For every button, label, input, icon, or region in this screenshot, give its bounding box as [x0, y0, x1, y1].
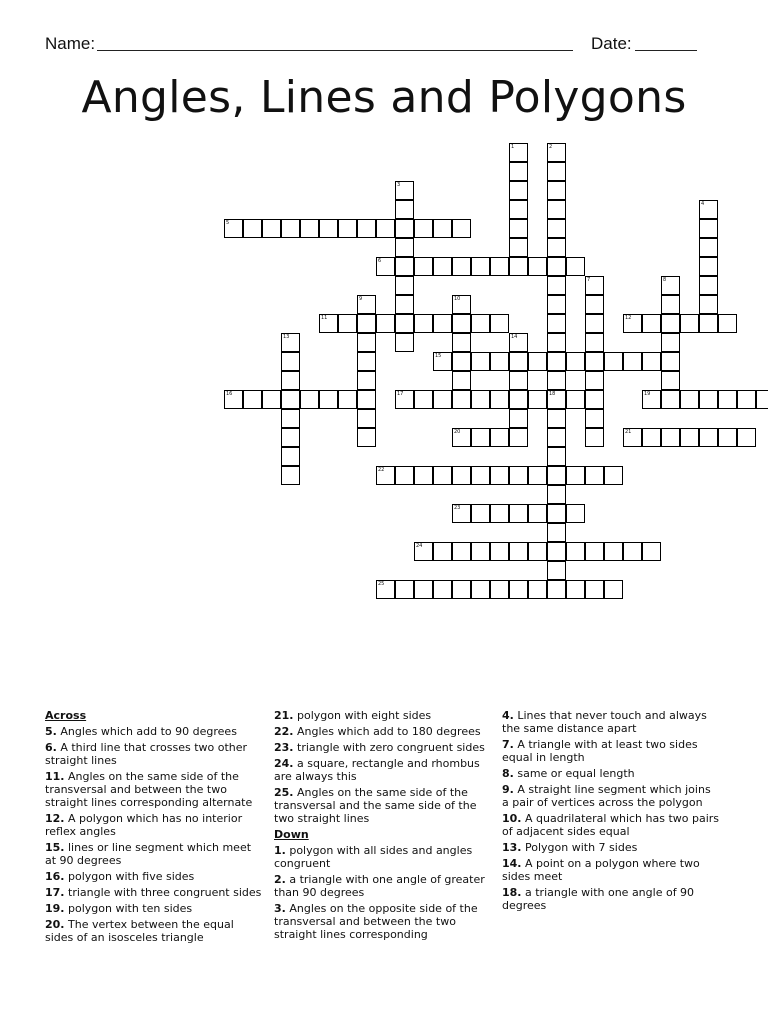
grid-cell[interactable] [585, 352, 604, 371]
grid-cell[interactable] [585, 428, 604, 447]
clue-column-3 [502, 709, 720, 915]
grid-cell[interactable] [262, 219, 281, 238]
grid-cell[interactable] [547, 333, 566, 352]
grid-cell[interactable] [699, 295, 718, 314]
grid-cell[interactable] [509, 200, 528, 219]
grid-cell[interactable] [490, 580, 509, 599]
grid-cell[interactable] [547, 428, 566, 447]
grid-cell[interactable] [566, 390, 585, 409]
grid-cell[interactable] [547, 485, 566, 504]
grid-cell[interactable] [661, 314, 680, 333]
grid-cell[interactable] [585, 542, 604, 561]
grid-cell[interactable] [699, 200, 718, 219]
grid-cell[interactable] [395, 295, 414, 314]
clue-across-20: 20. The vertex between the equal sides of an isosceles triangle [45, 918, 234, 944]
grid-cell[interactable] [224, 390, 243, 409]
grid-cell[interactable] [661, 333, 680, 352]
grid-cell[interactable] [395, 200, 414, 219]
grid-cell[interactable] [547, 542, 566, 561]
grid-cell[interactable] [357, 295, 376, 314]
grid-cell[interactable] [357, 409, 376, 428]
grid-cell[interactable] [737, 428, 756, 447]
grid-cell[interactable] [319, 314, 338, 333]
grid-cell[interactable] [623, 428, 642, 447]
grid-cell[interactable] [699, 238, 718, 257]
grid-cell[interactable] [395, 219, 414, 238]
grid-cell[interactable] [528, 257, 547, 276]
clue-across-17: 17. triangle with three congruent sides [45, 886, 262, 899]
page-title: Angles, Lines and Polygons [81, 72, 687, 123]
grid-cell[interactable] [281, 219, 300, 238]
grid-cell[interactable] [490, 314, 509, 333]
grid-cell[interactable] [471, 580, 490, 599]
grid-cell[interactable] [490, 257, 509, 276]
grid-cell[interactable] [395, 314, 414, 333]
grid-cell[interactable] [566, 504, 585, 523]
grid-cell[interactable] [262, 390, 281, 409]
grid-cell[interactable] [661, 352, 680, 371]
grid-cell[interactable] [281, 333, 300, 352]
grid-cell[interactable] [376, 314, 395, 333]
across-heading: Across [45, 709, 87, 722]
grid-cell[interactable] [566, 542, 585, 561]
grid-cell[interactable] [642, 352, 661, 371]
grid-cell[interactable] [452, 333, 471, 352]
grid-cell[interactable] [547, 523, 566, 542]
clue-down-8: 8. same or equal length [502, 767, 635, 780]
grid-cell[interactable] [547, 238, 566, 257]
grid-cell[interactable] [414, 580, 433, 599]
grid-cell[interactable] [357, 219, 376, 238]
clue-down-3: 3. Angles on the opposite side of the transversal and between the two straight lines corresponding [274, 902, 478, 941]
grid-cell[interactable] [528, 466, 547, 485]
clue-number: 20 [454, 429, 461, 435]
grid-cell[interactable] [585, 371, 604, 390]
grid-cell[interactable] [509, 580, 528, 599]
clue-number: 6 [378, 258, 382, 264]
grid-cell[interactable] [547, 504, 566, 523]
grid-cell[interactable] [509, 371, 528, 390]
grid-cell[interactable] [471, 428, 490, 447]
grid-cell[interactable] [509, 542, 528, 561]
grid-cell[interactable] [357, 314, 376, 333]
grid-cell[interactable] [547, 390, 566, 409]
grid-cell[interactable] [281, 390, 300, 409]
grid-cell[interactable] [395, 580, 414, 599]
grid-cell[interactable] [623, 352, 642, 371]
grid-cell[interactable] [300, 219, 319, 238]
down-heading: Down [274, 828, 309, 841]
grid-cell[interactable] [357, 428, 376, 447]
clue-column-2 [274, 709, 492, 944]
grid-cell[interactable] [357, 390, 376, 409]
grid-cell[interactable] [585, 295, 604, 314]
grid-cell[interactable] [471, 542, 490, 561]
grid-cell[interactable] [281, 447, 300, 466]
grid-cell[interactable] [509, 409, 528, 428]
grid-cell[interactable] [452, 314, 471, 333]
clue-number: 15 [435, 353, 442, 359]
clue-across-24: 24. a square, rectangle and rhombus are always this [274, 757, 480, 783]
clue-number: 17 [397, 391, 404, 397]
clue-number: 19 [644, 391, 651, 397]
grid-cell[interactable] [452, 219, 471, 238]
grid-cell[interactable] [661, 390, 680, 409]
grid-cell[interactable] [452, 371, 471, 390]
grid-cell[interactable] [680, 390, 699, 409]
grid-cell[interactable] [547, 371, 566, 390]
grid-cell[interactable] [585, 390, 604, 409]
clue-number: 16 [226, 391, 233, 397]
clue-down-2: 2. a triangle with one angle of greater than 90 degrees [274, 873, 485, 899]
grid-cell[interactable] [547, 219, 566, 238]
grid-cell[interactable] [433, 314, 452, 333]
grid-cell[interactable] [490, 390, 509, 409]
grid-cell[interactable] [547, 580, 566, 599]
grid-cell[interactable] [490, 466, 509, 485]
grid-cell[interactable] [357, 352, 376, 371]
clue-number: 5 [226, 220, 230, 226]
grid-cell[interactable] [509, 466, 528, 485]
grid-cell[interactable] [642, 314, 661, 333]
grid-cell[interactable] [718, 428, 737, 447]
grid-cell[interactable] [699, 276, 718, 295]
grid-cell[interactable] [452, 504, 471, 523]
grid-cell[interactable] [680, 428, 699, 447]
grid-cell[interactable] [718, 390, 737, 409]
clue-number: 21 [625, 429, 632, 435]
grid-cell[interactable] [604, 466, 623, 485]
clue-down-4: 4. Lines that never touch and always the same distance apart [502, 709, 707, 735]
grid-cell[interactable] [357, 333, 376, 352]
grid-cell[interactable] [642, 390, 661, 409]
grid-cell[interactable] [414, 542, 433, 561]
clue-across-12: 12. A polygon which has no interior reflex angles [45, 812, 243, 838]
grid-cell[interactable] [623, 314, 642, 333]
grid-cell[interactable] [490, 504, 509, 523]
grid-cell[interactable] [376, 219, 395, 238]
grid-cell[interactable] [509, 333, 528, 352]
grid-cell[interactable] [528, 542, 547, 561]
grid-cell[interactable] [281, 371, 300, 390]
clue-number: 7 [587, 277, 591, 283]
grid-cell[interactable] [395, 333, 414, 352]
grid-cell[interactable] [680, 314, 699, 333]
grid-cell[interactable] [471, 314, 490, 333]
grid-cell[interactable] [471, 257, 490, 276]
grid-cell[interactable] [452, 542, 471, 561]
grid-cell[interactable] [718, 314, 737, 333]
clue-down-18: 18. a triangle with one angle of 90 degrees [502, 886, 695, 912]
grid-cell[interactable] [661, 428, 680, 447]
grid-cell[interactable] [281, 409, 300, 428]
grid-cell[interactable] [604, 580, 623, 599]
grid-cell[interactable] [509, 143, 528, 162]
grid-cell[interactable] [756, 390, 768, 409]
clue-number: 8 [663, 277, 667, 283]
grid-cell[interactable] [376, 466, 395, 485]
grid-cell[interactable] [585, 466, 604, 485]
grid-cell[interactable] [300, 390, 319, 409]
grid-cell[interactable] [585, 276, 604, 295]
clue-down-9: 9. A straight line segment which joins a pair of vertices across the polygon [502, 783, 711, 809]
grid-cell[interactable] [547, 466, 566, 485]
grid-cell[interactable] [433, 352, 452, 371]
grid-cell[interactable] [433, 390, 452, 409]
clue-number: 13 [283, 334, 290, 340]
grid-cell[interactable] [452, 295, 471, 314]
grid-cell[interactable] [737, 390, 756, 409]
grid-cell[interactable] [585, 580, 604, 599]
grid-cell[interactable] [490, 428, 509, 447]
grid-cell[interactable] [661, 276, 680, 295]
grid-cell[interactable] [585, 333, 604, 352]
grid-cell[interactable] [452, 466, 471, 485]
grid-cell[interactable] [509, 257, 528, 276]
grid-cell[interactable] [490, 542, 509, 561]
grid-cell[interactable] [414, 257, 433, 276]
grid-cell[interactable] [452, 257, 471, 276]
grid-cell[interactable] [585, 314, 604, 333]
grid-cell[interactable] [547, 276, 566, 295]
clue-number: 23 [454, 505, 461, 511]
clue-across-23: 23. triangle with zero congruent sides [274, 741, 485, 754]
grid-cell[interactable] [433, 580, 452, 599]
grid-cell[interactable] [528, 390, 547, 409]
grid-cell[interactable] [699, 314, 718, 333]
grid-cell[interactable] [452, 580, 471, 599]
clue-number: 24 [416, 543, 423, 549]
grid-cell[interactable] [414, 390, 433, 409]
grid-cell[interactable] [452, 390, 471, 409]
grid-cell[interactable] [471, 390, 490, 409]
grid-cell[interactable] [509, 238, 528, 257]
clue-number: 22 [378, 467, 385, 473]
grid-cell[interactable] [661, 371, 680, 390]
clue-down-14: 14. A point on a polygon where two sides meet [502, 857, 700, 883]
clue-number: 10 [454, 296, 461, 302]
grid-cell[interactable] [471, 504, 490, 523]
grid-cell[interactable] [395, 390, 414, 409]
grid-cell[interactable] [471, 466, 490, 485]
grid-cell[interactable] [376, 580, 395, 599]
grid-cell[interactable] [547, 200, 566, 219]
grid-cell[interactable] [547, 314, 566, 333]
grid-cell[interactable] [699, 428, 718, 447]
grid-cell[interactable] [547, 295, 566, 314]
clue-number: 9 [359, 296, 363, 302]
clue-down-7: 7. A triangle with at least two sides equal in length [502, 738, 698, 764]
grid-cell[interactable] [281, 466, 300, 485]
grid-cell[interactable] [395, 257, 414, 276]
grid-cell[interactable] [395, 181, 414, 200]
grid-cell[interactable] [490, 352, 509, 371]
grid-cell[interactable] [547, 409, 566, 428]
grid-cell[interactable] [357, 371, 376, 390]
grid-cell[interactable] [433, 219, 452, 238]
grid-cell[interactable] [547, 257, 566, 276]
grid-cell[interactable] [661, 295, 680, 314]
clue-across-21: 21. polygon with eight sides [274, 709, 432, 722]
clue-across-22: 22. Angles which add to 180 degrees [274, 725, 481, 738]
clue-across-16: 16. polygon with five sides [45, 870, 195, 883]
grid-cell[interactable] [509, 181, 528, 200]
grid-cell[interactable] [243, 390, 262, 409]
grid-cell[interactable] [509, 352, 528, 371]
clue-across-5: 5. Angles which add to 90 degrees [45, 725, 237, 738]
grid-cell[interactable] [281, 428, 300, 447]
grid-cell[interactable] [547, 447, 566, 466]
clue-down-10: 10. A quadrilateral which has two pairs of adjacent sides equal [502, 812, 720, 838]
grid-cell[interactable] [338, 219, 357, 238]
clue-down-13: 13. Polygon with 7 sides [502, 841, 638, 854]
grid-cell[interactable] [509, 162, 528, 181]
clue-number: 2 [549, 144, 553, 150]
grid-cell[interactable] [604, 542, 623, 561]
grid-cell[interactable] [433, 542, 452, 561]
grid-cell[interactable] [642, 428, 661, 447]
clue-column-1 [45, 709, 263, 947]
grid-cell[interactable] [547, 561, 566, 580]
grid-cell[interactable] [566, 580, 585, 599]
grid-cell[interactable] [509, 390, 528, 409]
grid-cell[interactable] [699, 257, 718, 276]
grid-cell[interactable] [281, 352, 300, 371]
grid-cell[interactable] [414, 466, 433, 485]
grid-cell[interactable] [224, 219, 243, 238]
grid-cell[interactable] [414, 314, 433, 333]
grid-cell[interactable] [566, 466, 585, 485]
grid-cell[interactable] [243, 219, 262, 238]
clue-across-25: 25. Angles on the same side of the transversal and the same side of the two straight lines [274, 786, 477, 825]
clue-number: 12 [625, 315, 632, 321]
grid-cell[interactable] [319, 390, 338, 409]
grid-cell[interactable] [376, 257, 395, 276]
grid-cell[interactable] [509, 504, 528, 523]
grid-cell[interactable] [338, 390, 357, 409]
grid-cell[interactable] [699, 390, 718, 409]
clue-number: 4 [701, 201, 705, 207]
clue-across-6: 6. A third line that crosses two other straight lines [45, 741, 248, 767]
grid-cell[interactable] [566, 257, 585, 276]
date-label: Date: [591, 34, 632, 53]
clue-number: 18 [549, 391, 556, 397]
grid-cell[interactable] [547, 143, 566, 162]
grid-cell[interactable] [623, 542, 642, 561]
clue-across-11: 11. Angles on the same side of the transversal and between the two straight lines corresponding alternate [45, 770, 253, 809]
clue-number: 3 [397, 182, 401, 188]
grid-cell[interactable] [547, 352, 566, 371]
clue-number: 11 [321, 315, 328, 321]
clue-number: 14 [511, 334, 518, 340]
name-label: Name: [45, 34, 96, 53]
grid-cell[interactable] [471, 352, 490, 371]
grid-cell[interactable] [395, 238, 414, 257]
clue-number: 25 [378, 581, 385, 587]
grid-cell[interactable] [528, 504, 547, 523]
grid-cell[interactable] [547, 181, 566, 200]
grid-cell[interactable] [528, 352, 547, 371]
grid-cell[interactable] [433, 466, 452, 485]
grid-cell[interactable] [395, 466, 414, 485]
clue-across-15: 15. lines or line segment which meet at 90 degrees [45, 841, 252, 867]
clue-number: 1 [511, 144, 515, 150]
grid-cell[interactable] [604, 352, 623, 371]
grid-cell[interactable] [452, 352, 471, 371]
grid-cell[interactable] [585, 409, 604, 428]
grid-cell[interactable] [528, 580, 547, 599]
grid-cell[interactable] [338, 314, 357, 333]
grid-cell[interactable] [566, 352, 585, 371]
grid-cell[interactable] [395, 276, 414, 295]
grid-cell[interactable] [509, 219, 528, 238]
clue-across-19: 19. polygon with ten sides [45, 902, 193, 915]
grid-cell[interactable] [433, 257, 452, 276]
clue-down-1: 1. polygon with all sides and angles congruent [274, 844, 473, 870]
grid-cell[interactable] [509, 428, 528, 447]
grid-cell[interactable] [452, 428, 471, 447]
grid-cell[interactable] [699, 219, 718, 238]
grid-cell[interactable] [319, 219, 338, 238]
grid-cell[interactable] [547, 162, 566, 181]
grid-cell[interactable] [414, 219, 433, 238]
grid-cell[interactable] [642, 542, 661, 561]
